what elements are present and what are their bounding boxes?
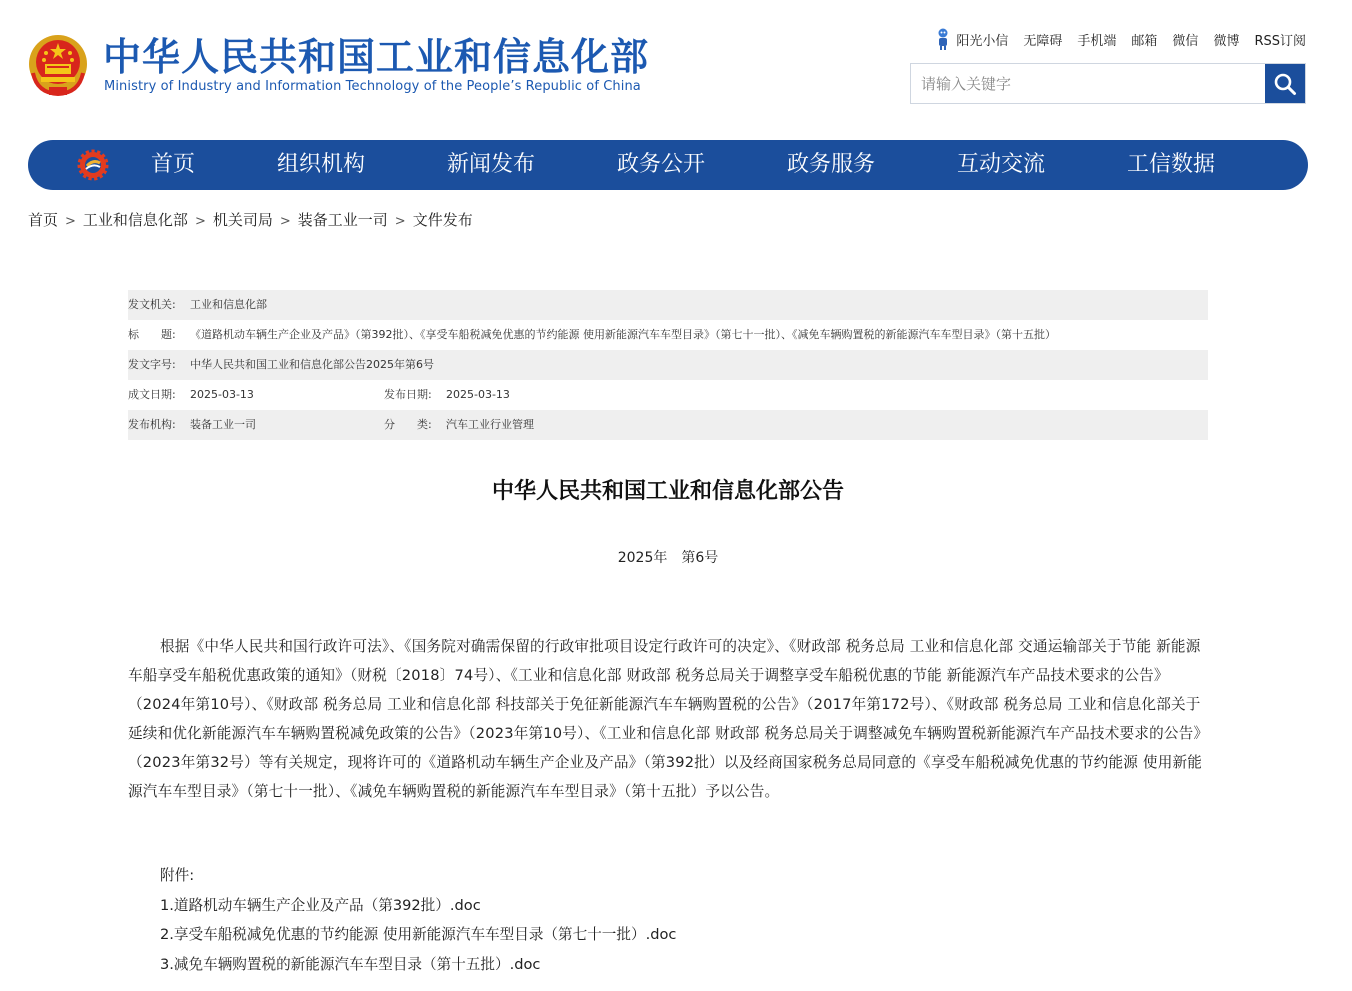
- document-number: 2025年 第6号: [617, 550, 719, 566]
- search-box: [910, 63, 1306, 104]
- meta-org: 装备工业一司: [190, 418, 256, 431]
- meta-label: 发文机关:: [128, 298, 176, 311]
- breadcrumb-separator: >: [194, 214, 206, 229]
- search-input[interactable]: [911, 64, 1265, 103]
- breadcrumb-equipment-dept[interactable]: 装备工业一司: [297, 211, 388, 229]
- nav-data[interactable]: 工信数据: [1127, 152, 1216, 177]
- meta-issuer: 工业和信息化部: [190, 298, 267, 311]
- site-title[interactable]: 中华人民共和国工业和信息化部: [103, 35, 650, 79]
- breadcrumb-separator: >: [279, 214, 291, 229]
- nav-organization[interactable]: 组织机构: [277, 152, 366, 177]
- document-body: 根据《中华人民共和国行政许可法》、《国务院对确需保留的行政审批项目设定行政许可的决定》、《财政部 税务总局 工业和信息化部 交通运输部关于节能 新能源车船享受车船税优惠政策的通知》（财税〔2018〕74号）、《工业和信息化部 财政部 税务总局关于调整享受车船税优惠的节能 新能源汽车产品技术要求的公告》（2024年第10号）、《财政部 税务总局 工业和信息化部 科技部关于免征新能源汽车车辆购置税的公告》（2017年第172号）、《财政部 税务总局 工业和信息化部关于延续和优化新能源汽车车辆购置税减免政策的公告》（2023年第10号）、《工业和信息化部 财政部 税务总局关于调整减免车辆购置税新能源汽车产品技术要求的公告》（2023年第32号）等有关规定，现将许可的《道路机动车辆生产企业及产品》（第392批）以及经商国家税务总局同意的《享受车船税减免优惠的节约能源 使用新能源汽车车型目录》（第七十一批）、《减免车辆购置税的新能源汽车车型目录》（第十五批）予以公告。: [128, 638, 1203, 800]
- nav-government-affairs[interactable]: 政务公开: [617, 152, 706, 177]
- link-sunshine-assistant[interactable]: 阳光小信: [956, 33, 1009, 49]
- meta-label: 标 题:: [128, 328, 176, 341]
- ministry-logo-icon[interactable]: [77, 149, 109, 181]
- nav-government-services[interactable]: 政务服务: [787, 152, 876, 177]
- meta-row-org: [128, 410, 1208, 440]
- attachment-link[interactable]: 3.减免车辆购置税的新能源汽车车型目录（第十五批）.doc: [160, 955, 541, 973]
- meta-label: 发布机构:: [128, 418, 176, 431]
- meta-label: 发布日期:: [384, 388, 432, 401]
- attachment-link[interactable]: 2.享受车船税减免优惠的节约能源 使用新能源汽车车型目录（第七十一批）.doc: [160, 926, 677, 943]
- attachments-label: 附件:: [160, 867, 195, 884]
- breadcrumb-separator: >: [65, 214, 76, 229]
- top-links: [936, 28, 1306, 50]
- link-accessibility[interactable]: 无障碍: [1023, 33, 1063, 49]
- breadcrumb: [28, 209, 473, 230]
- meta-created-date: 2025-03-13: [190, 388, 254, 401]
- document-title: 中华人民共和国工业和信息化部公告: [491, 479, 844, 504]
- national-emblem-icon[interactable]: [27, 33, 89, 97]
- nav-interaction[interactable]: 互动交流: [957, 152, 1046, 177]
- meta-label: 发文字号:: [128, 358, 176, 371]
- link-rss[interactable]: RSS订阅: [1254, 33, 1306, 49]
- search-icon: [1273, 72, 1297, 96]
- meta-title: 《道路机动车辆生产企业及产品》（第392批）、《享受车船税减免优惠的节约能源 使用新能源汽车车型目录》（第七十一批）、《减免车辆购置税的新能源汽车车型目录》（第十五批）: [190, 328, 1056, 341]
- meta-row-title: [128, 320, 1208, 350]
- site-header: [0, 0, 1352, 130]
- breadcrumb-departments[interactable]: 机关司局: [212, 211, 273, 229]
- attachments: [160, 861, 676, 979]
- link-email[interactable]: 邮箱: [1131, 33, 1158, 49]
- site-title-english[interactable]: Ministry of Industry and Information Technology of the People’s Republic of China: [104, 79, 641, 94]
- main-nav: [28, 140, 1308, 190]
- attachment-link[interactable]: 1.道路机动车辆生产企业及产品（第392批）.doc: [160, 896, 481, 914]
- robot-assistant-icon[interactable]: [936, 28, 950, 50]
- meta-row-dates: [128, 380, 1208, 410]
- meta-row-doc-number: [128, 350, 1208, 380]
- link-weibo[interactable]: 微博: [1213, 33, 1240, 49]
- nav-news[interactable]: 新闻发布: [447, 152, 536, 177]
- meta-label: 分 类:: [384, 418, 432, 431]
- document-meta-table: [128, 290, 1208, 440]
- breadcrumb-separator: >: [394, 214, 406, 229]
- meta-doc-number: 中华人民共和国工业和信息化部公告2025年第6号: [190, 358, 434, 371]
- breadcrumb-ministry[interactable]: 工业和信息化部: [82, 211, 188, 229]
- meta-published-date: 2025-03-13: [446, 388, 510, 401]
- link-mobile[interactable]: 手机端: [1077, 33, 1117, 49]
- meta-row-issuer: [128, 290, 1208, 320]
- link-wechat[interactable]: 微信: [1172, 33, 1199, 49]
- meta-label: 成文日期:: [128, 388, 176, 401]
- breadcrumb-file-release[interactable]: 文件发布: [412, 211, 473, 229]
- meta-category: 汽车工业行业管理: [446, 418, 534, 431]
- search-button[interactable]: [1265, 64, 1305, 103]
- nav-home[interactable]: 首页: [151, 152, 196, 177]
- breadcrumb-home[interactable]: 首页: [28, 211, 59, 229]
